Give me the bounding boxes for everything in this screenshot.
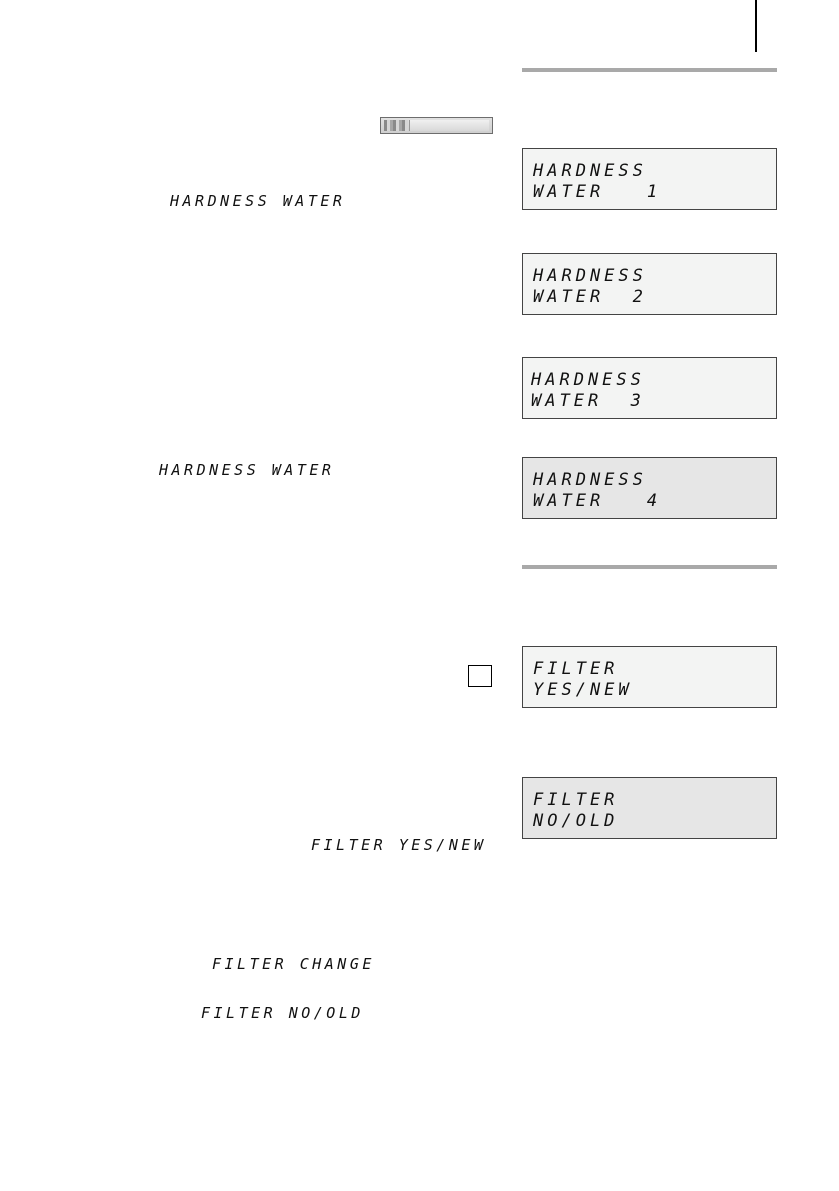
lcd-display-hardness-1 <box>522 148 777 210</box>
lcd-line-1: HARDNESS <box>533 161 647 181</box>
lcd-line-1: HARDNESS <box>533 266 647 286</box>
lcd-line-2: YES/NEW <box>533 680 633 700</box>
lcd-display-filter-yes <box>522 646 777 708</box>
lcd-line-2: WATER 2 <box>533 287 647 307</box>
section-rule-hardness <box>522 68 777 72</box>
lcd-display-filter-no <box>522 777 777 839</box>
slider-grip[interactable] <box>384 120 408 131</box>
margin-line <box>755 0 757 52</box>
lcd-line-2: WATER 3 <box>531 391 645 411</box>
lcd-line-1: FILTER <box>533 659 619 679</box>
lcd-line-1: HARDNESS <box>533 470 647 490</box>
hardness-water-label: HARDNESS WATER <box>170 192 346 210</box>
filter-yes-new-label: FILTER YES/NEW <box>311 836 487 854</box>
slider-track <box>409 120 489 131</box>
lcd-line-1: FILTER <box>533 790 619 810</box>
lcd-line-2: WATER 4 <box>533 491 662 511</box>
filter-change-label: FILTER CHANGE <box>212 955 375 973</box>
filter-no-old-label: FILTER NO/OLD <box>201 1004 364 1022</box>
setting-slider[interactable] <box>380 117 493 134</box>
hardness-water-label-2: HARDNESS WATER <box>159 461 335 479</box>
checkbox-square[interactable] <box>468 665 492 687</box>
lcd-display-hardness-3 <box>522 357 777 419</box>
lcd-display-hardness-4 <box>522 457 777 519</box>
lcd-display-hardness-2 <box>522 253 777 315</box>
lcd-line-2: NO/OLD <box>533 811 619 831</box>
lcd-line-2: WATER 1 <box>533 182 662 202</box>
section-rule-filter <box>522 565 777 569</box>
lcd-line-1: HARDNESS <box>531 370 645 390</box>
